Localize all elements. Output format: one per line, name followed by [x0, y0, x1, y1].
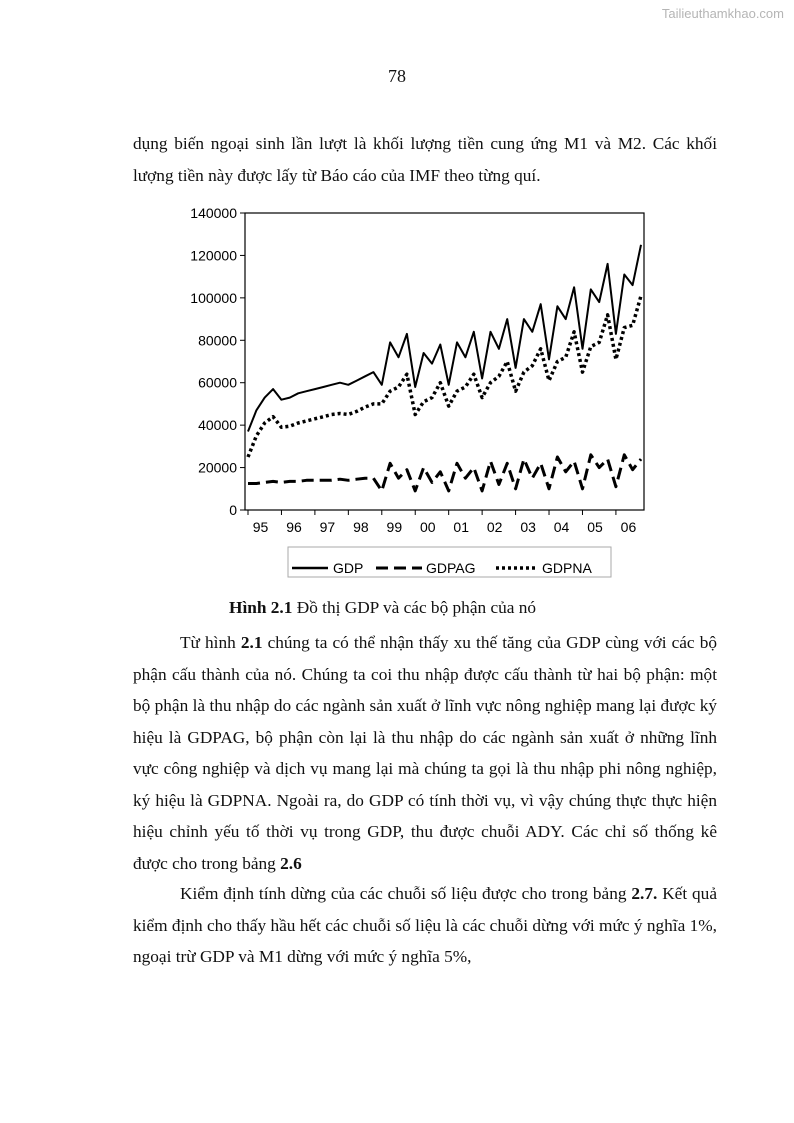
paragraph-2-text-a: Từ hình	[180, 633, 241, 652]
x-tick-label: 02	[486, 519, 503, 535]
y-tick-label: 0	[229, 502, 237, 518]
legend-label-gdpna: GDPNA	[542, 560, 592, 576]
y-tick-label: 140000	[190, 205, 237, 221]
page-number: 78	[388, 66, 406, 86]
series-line-gdp	[248, 245, 641, 432]
x-tick-label: 99	[386, 519, 403, 535]
paragraph-3-table-ref: 2.7.	[631, 884, 658, 903]
x-tick-label: 98	[353, 519, 369, 535]
watermark: Tailieuthamkhao.com	[661, 6, 784, 21]
x-tick-label: 01	[453, 519, 470, 535]
y-tick-label: 100000	[190, 289, 237, 306]
paragraph-2-text-b: chúng ta có thể nhận thấy xu thế tăng của GDP cùng với các bộ phận cấu thành của nó. Chúng ta coi thu nhập được cấu thành từ hai bộ phận: một bộ phận là thu nhập do các ngành sản xuất ở lĩnh vực nông nghiệp mang lại được ký hiệu là GDPAG, bộ phận còn lại là thu nhập do các ngành sản xuất ở những lĩnh vực công nghiệp và dịch vụ mang lại mà chúng ta gọi là thu nhập phi nông nghiệp, ký hiệu là GDPNA. Ngoài ra, do GDP có tính thời vụ, vì vậy chúng thực thực hiện hiệu chỉnh yếu tố thời vụ trong GDP, thu được chuỗi ADY. Các chỉ số thống kê được cho trong bảng	[133, 633, 717, 873]
y-tick-label: 120000	[190, 247, 237, 264]
x-tick-label: 95	[252, 519, 269, 535]
figure-caption-text: Đồ thị GDP và các bộ phận của nó	[296, 598, 537, 617]
paragraph-2-figure-ref: 2.1	[240, 633, 263, 652]
series-line-gdpna	[248, 296, 641, 457]
series-layer	[248, 245, 641, 491]
y-tick-label: 60000	[198, 374, 237, 391]
x-tick-label: 04	[553, 519, 570, 535]
figure-label: Hình 2.1	[229, 598, 293, 617]
x-tick-label: 97	[319, 519, 336, 535]
x-tick-label: 96	[286, 519, 302, 535]
paragraph-3-text-a: Kiểm định tính dừng của các chuỗi số liệu được cho trong bảng	[180, 884, 632, 903]
paragraph-3	[133, 878, 717, 973]
paragraph-2-table-ref: 2.6	[280, 853, 302, 873]
y-tick-label: 80000	[198, 332, 237, 349]
x-axis	[248, 510, 636, 535]
paragraph-2	[133, 627, 717, 879]
x-tick-label: 05	[587, 519, 603, 535]
series-line-gdpag	[248, 455, 641, 491]
gdp-chart	[180, 200, 660, 595]
figure-caption	[229, 598, 536, 618]
y-tick-label: 40000	[198, 417, 237, 434]
legend-label-gdpag: GDPAG	[426, 560, 476, 576]
x-tick-label: 03	[520, 519, 536, 535]
x-tick-label: 06	[620, 519, 637, 535]
y-tick-label: 20000	[198, 459, 237, 476]
paragraph-3-text-b: Kết quả kiểm định cho thấy hầu hết các chuỗi số liệu là các chuỗi dừng với mức ý nghĩa 1%, ngoại trừ GDP và M1 dừng với mức ý nghĩa 5%,	[133, 884, 717, 966]
paragraph-1: dụng biến ngoại sinh lần lượt là khối lượng tiền cung ứng M1 và M2. Các khối lượng tiền này được lấy từ Báo cáo của IMF theo từng quí.	[133, 134, 717, 185]
legend-label-gdp: GDP	[333, 560, 364, 576]
y-axis	[190, 205, 245, 518]
x-tick-label: 00	[419, 519, 436, 535]
